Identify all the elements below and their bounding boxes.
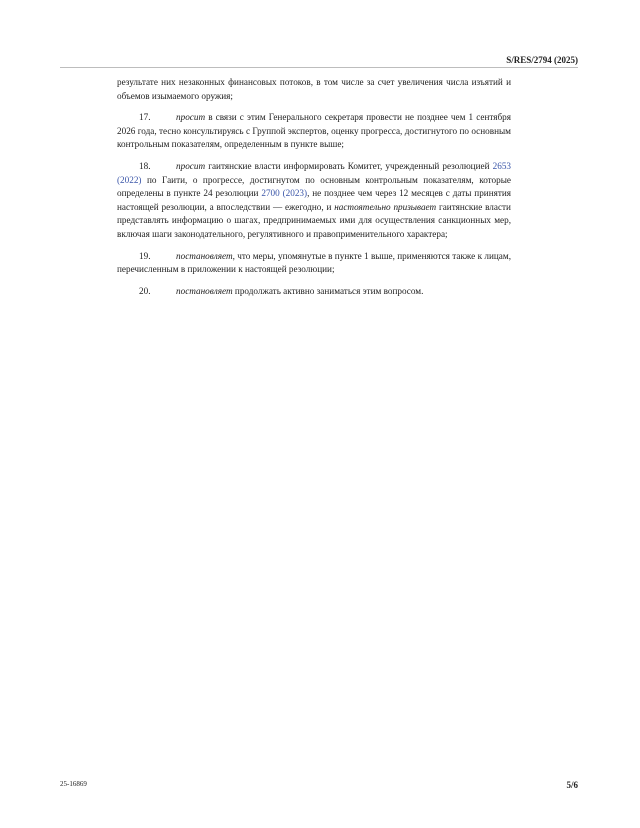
operative-verb: постановляет — [176, 250, 233, 261]
paragraph-text: результате них незаконных финансовых потоков, в том числе за счет увеличения числа изъятий и объемов изымаемого оружия; — [117, 77, 511, 101]
operative-verb: просит — [176, 160, 206, 171]
document-code: 25-16869 — [60, 780, 87, 788]
document-symbol: S/RES/2794 (2025) — [506, 55, 578, 65]
operative-verb: просит — [176, 112, 206, 123]
paragraph-text: , не позднее чем через 12 месяцев с даты принятия настоящей резолюции, а впоследствии — ежегодно, и — [117, 188, 512, 212]
resolution-link-2653[interactable]: 2653 (2022) — [117, 160, 511, 185]
paragraph-18 — [117, 160, 511, 242]
paragraph-text: по Гаити, о прогрессе, достигнутом по основным контрольным показателям, которые определены в пункте 24 резолюции — [117, 174, 511, 199]
resolution-text — [117, 76, 511, 298]
paragraph-20 — [117, 285, 511, 299]
paragraph-text: гаитянские власти представлять информацию о шагах, предпринимаемых ими для осуществления санкционных мер, включая шаги законодательного, регулятивного и правоприменительного характера; — [117, 201, 511, 239]
resolution-link-2700[interactable]: 2700 (2023) — [261, 188, 308, 199]
paragraph-text: продолжать активно заниматься этим вопросом. — [232, 285, 424, 296]
paragraph-number: 18. — [139, 160, 151, 171]
paragraph-continuation — [117, 76, 511, 103]
operative-verb: настоятельно призывает — [334, 201, 437, 212]
paragraph-number: 19. — [139, 250, 151, 261]
paragraph-text: , что меры, упомянутые в пункте 1 выше, применяются также к лицам, перечисленным в приложении к настоящей резолюции; — [117, 250, 511, 275]
paragraph-number: 17. — [139, 112, 151, 123]
paragraph-text: в связи с этим Генерального секретаря провести не позднее чем 1 сентября 2026 года, тесно консультируясь с Группой экспертов, оценку прогресса, достигнутого по основным контрольным показателям, определенным в пункте выше; — [117, 112, 511, 150]
paragraph-19 — [117, 250, 511, 277]
operative-verb: постановляет — [176, 285, 233, 296]
paragraph-number: 20. — [139, 285, 151, 296]
paragraph-17 — [117, 111, 511, 152]
page-number: 5/6 — [566, 780, 578, 790]
paragraph-text: гаитянские власти информировать Комитет, учрежденный резолюцией — [205, 160, 493, 171]
header-rule — [60, 67, 578, 68]
